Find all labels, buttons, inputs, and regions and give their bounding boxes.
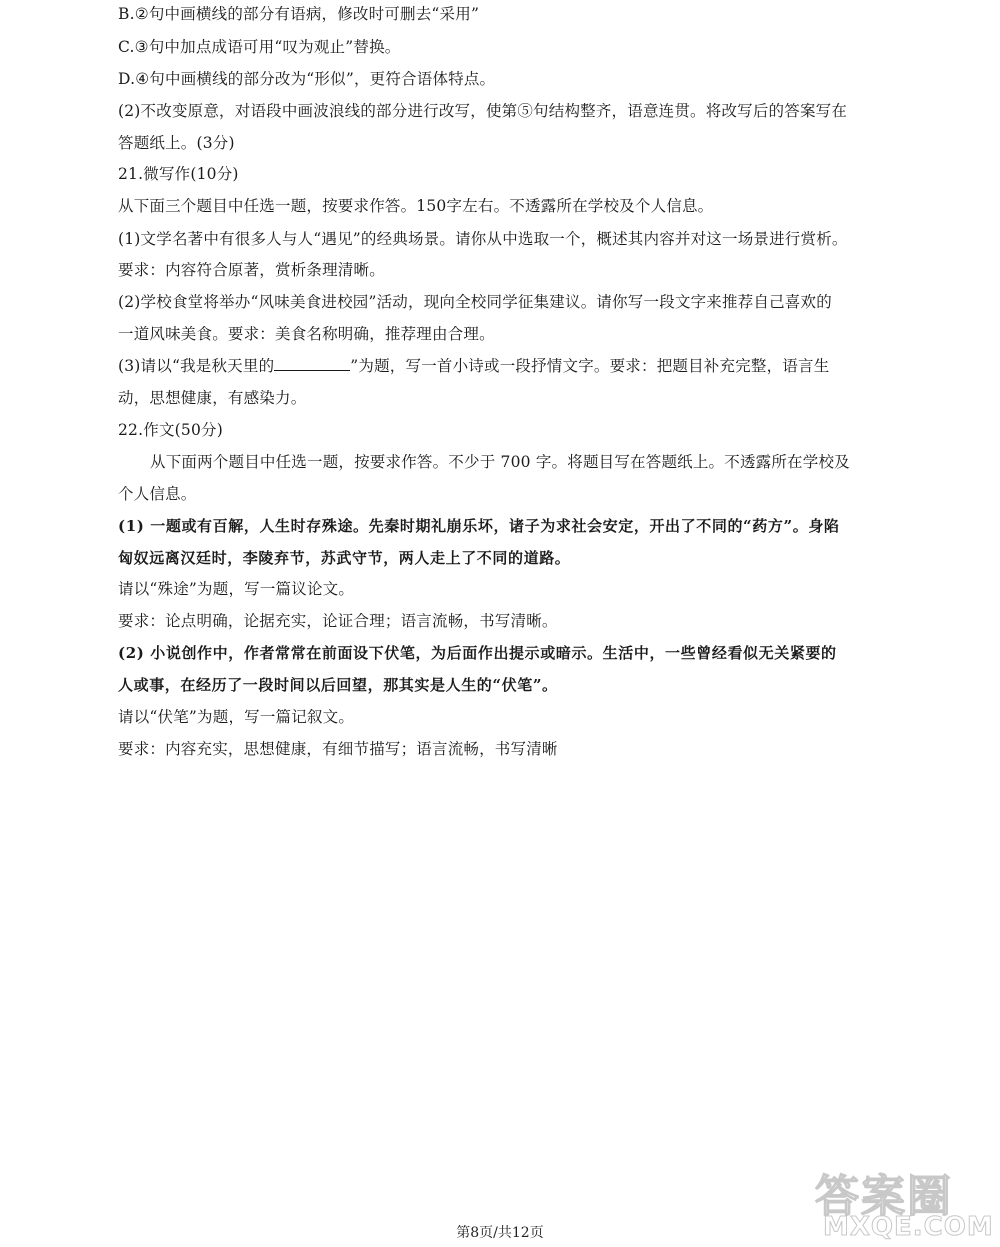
question-21-3-line2: 动，思想健康，有感染力。: [118, 389, 307, 407]
question-22-2-line1: (2) 小说创作中，作者常常在前面设下伏笔，为后面作出提示或暗示。生活中，一些曾经看似无关紧要的: [118, 644, 837, 662]
question-21-3-suffix: ”为题，写一首小诗或一段抒情文字。要求：把题目补充完整，语言生: [350, 357, 830, 375]
question-22-instructions-line2: 个人信息。: [118, 485, 197, 503]
question-21-3-prefix: (3)请以“我是秋天里的: [118, 357, 275, 375]
question-22-2-requirements: 要求：内容充实，思想健康，有细节描写；语言流畅，书写清晰: [118, 740, 558, 758]
page-number: 第8页/共12页: [456, 1225, 544, 1241]
cut-off-red-text-decoration: [290, 1241, 690, 1247]
fill-in-blank: [274, 356, 350, 371]
question-22-1-line1: (1) 一题或有百解，人生时存殊途。先秦时期礼崩乐坏，诸子为求社会安定，开出了不同的“药方”。身陷: [118, 517, 840, 535]
question-22-instructions-line1: 从下面两个题目中任选一题，按要求作答。不少于 700 字。将题目写在答题纸上。不透露所在学校及: [150, 453, 850, 471]
option-d: D.④句中画横线的部分改为“形似”，更符合语体特点。: [118, 70, 496, 88]
question-22-1-prompt: 请以“殊途”为题，写一篇议论文。: [118, 580, 355, 598]
question-20-2-line1: (2)不改变原意，对语段中画波浪线的部分进行改写，使第⑤句结构整齐，语意连贯。将改写后的答案写在: [118, 102, 848, 120]
question-22-1-requirements: 要求：论点明确，论据充实，论证合理；语言流畅，书写清晰。: [118, 612, 558, 630]
option-b: B.②句中画横线的部分有语病，修改时可删去“采用”: [118, 5, 480, 23]
watermark-glyphs: 答案圈: [815, 1171, 953, 1222]
question-21-3-line1: [118, 356, 829, 376]
question-22-2-prompt: 请以“伏笔”为题，写一篇记叙文。: [118, 708, 355, 726]
question-21-instructions: 从下面三个题目中任选一题，按要求作答。150字左右。不透露所在学校及个人信息。: [118, 197, 714, 215]
question-21-2-line2: 一道风味美食。要求：美食名称明确，推荐理由合理。: [118, 325, 495, 343]
question-22-2-line2: 人或事，在经历了一段时间以后回望，那其实是人生的“伏笔”。: [118, 676, 558, 694]
watermark-domain: MXQE.COM: [823, 1212, 994, 1242]
question-21-1-line2: 要求：内容符合原著，赏析条理清晰。: [118, 261, 385, 279]
question-21-1-line1: (1)文学名著中有很多人与人“遇见”的经典场景。请你从中选取一个，概述其内容并对这一场景进行赏析。: [118, 230, 848, 248]
question-21-2-line1: (2)学校食堂将举办“风味美食进校园”活动，现向全校同学征集建议。请你写一段文字来推荐自己喜欢的: [118, 293, 832, 311]
question-21-heading: 21.微写作(10分): [118, 165, 239, 183]
option-c: C.③句中加点成语可用“叹为观止”替换。: [118, 38, 401, 56]
question-20-2-line2: 答题纸上。(3分): [118, 134, 235, 152]
question-22-heading: 22.作文(50分): [118, 421, 223, 439]
question-22-1-line2: 匈奴远离汉廷时，李陵弃节，苏武守节，两人走上了不同的道路。: [118, 549, 571, 567]
